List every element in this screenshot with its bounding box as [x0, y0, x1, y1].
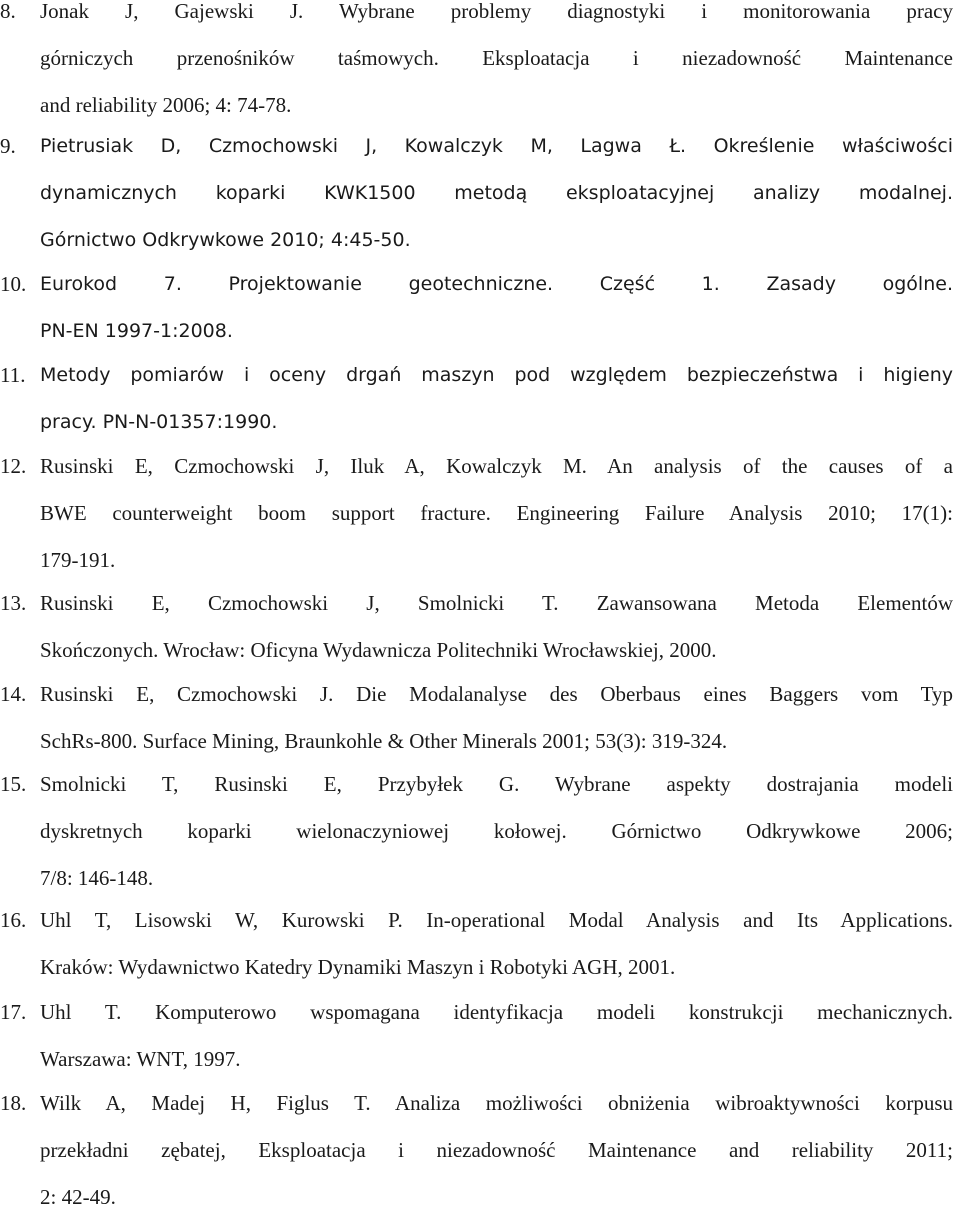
- reference-line: pracy. PN-N-01357:1990.: [40, 411, 278, 433]
- reference-line: BWE counterweight boom support fracture. Engineering Failure Analysis 2010; 17(1):: [40, 501, 953, 525]
- reference-number: 17.: [0, 1000, 27, 1024]
- reference-line: Rusinski E, Czmochowski J, Iluk A, Kowalczyk M. An analysis of the causes of a: [40, 454, 953, 478]
- reference-line: PN-EN 1997-1:2008.: [40, 320, 233, 342]
- reference-line: dyskretnych koparki wielonaczyniowej kołowej. Górnictwo Odkrywkowe 2006;: [40, 819, 953, 843]
- reference-line: Pietrusiak D, Czmochowski J, Kowalczyk M, Lagwa Ł. Określenie właściwości: [40, 135, 953, 157]
- reference-number: 18.: [0, 1091, 27, 1115]
- reference-line: 2: 42-49.: [40, 1185, 116, 1209]
- reference-line: Uhl T. Komputerowo wspomagana identyfikacja modeli konstrukcji mechanicznych.: [40, 1000, 953, 1024]
- reference-line: 179-191.: [40, 548, 116, 572]
- reference-line: Skończonych. Wrocław: Oficyna Wydawnicza Politechniki Wrocławskiej, 2000.: [40, 638, 717, 662]
- reference-line: Rusinski E, Czmochowski J, Smolnicki T. Zawansowana Metoda Elementów: [40, 591, 953, 615]
- reference-line: Górnictwo Odkrywkowe 2010; 4:45-50.: [40, 229, 411, 251]
- reference-number: 16.: [0, 908, 27, 932]
- reference-line: przekładni zębatej, Eksploatacja i niezadowność Maintenance and reliability 2011;: [40, 1138, 953, 1162]
- reference-text: [40, 352, 953, 446]
- reference-text: [40, 897, 953, 991]
- reference-line: Wilk A, Madej H, Figlus T. Analiza możliwości obniżenia wibroaktywności korpusu: [40, 1091, 953, 1115]
- reference-number: 9.: [0, 134, 16, 158]
- reference-line: 7/8: 146-148.: [40, 866, 154, 890]
- reference-line: Eurokod 7. Projektowanie geotechniczne. Część 1. Zasady ogólne.: [40, 273, 953, 295]
- reference-text: [40, 761, 953, 902]
- reference-number: 14.: [0, 682, 27, 706]
- reference-line: Rusinski E, Czmochowski J. Die Modalanalyse des Oberbaus eines Baggers vom Typ: [40, 682, 953, 706]
- reference-line: and reliability 2006; 4: 74-78.: [40, 93, 292, 117]
- reference-number: 10.: [0, 272, 27, 296]
- reference-number: 8.: [0, 0, 16, 23]
- reference-line: dynamicznych koparki KWK1500 metodą eksploatacyjnej analizy modalnej.: [40, 182, 953, 204]
- reference-line: Kraków: Wydawnictwo Katedry Dynamiki Maszyn i Robotyki AGH, 2001.: [40, 955, 676, 979]
- reference-text: [40, 261, 953, 355]
- reference-number: 12.: [0, 454, 27, 478]
- reference-text: [40, 443, 953, 584]
- reference-line: Warszawa: WNT, 1997.: [40, 1047, 241, 1071]
- reference-number: 15.: [0, 772, 27, 796]
- reference-text: [40, 671, 953, 765]
- reference-text: [40, 0, 953, 129]
- reference-line: SchRs-800. Surface Mining, Braunkohle & Other Minerals 2001; 53(3): 319-324.: [40, 729, 728, 753]
- reference-text: [40, 989, 953, 1083]
- reference-text: [40, 123, 953, 264]
- reference-text: [40, 580, 953, 674]
- reference-number: 13.: [0, 591, 27, 615]
- reference-line: Smolnicki T, Rusinski E, Przybyłek G. Wybrane aspekty dostrajania modeli: [40, 772, 953, 796]
- reference-line: górniczych przenośników taśmowych. Eksploatacja i niezadowność Maintenance: [40, 46, 953, 70]
- reference-line: Jonak J, Gajewski J. Wybrane problemy diagnostyki i monitorowania pracy: [40, 0, 953, 23]
- reference-line: Uhl T, Lisowski W, Kurowski P. In-operational Modal Analysis and Its Applications.: [40, 908, 953, 932]
- reference-number: 11.: [0, 363, 26, 387]
- reference-line: Metody pomiarów i oceny drgań maszyn pod względem bezpieczeństwa i higieny: [40, 364, 953, 386]
